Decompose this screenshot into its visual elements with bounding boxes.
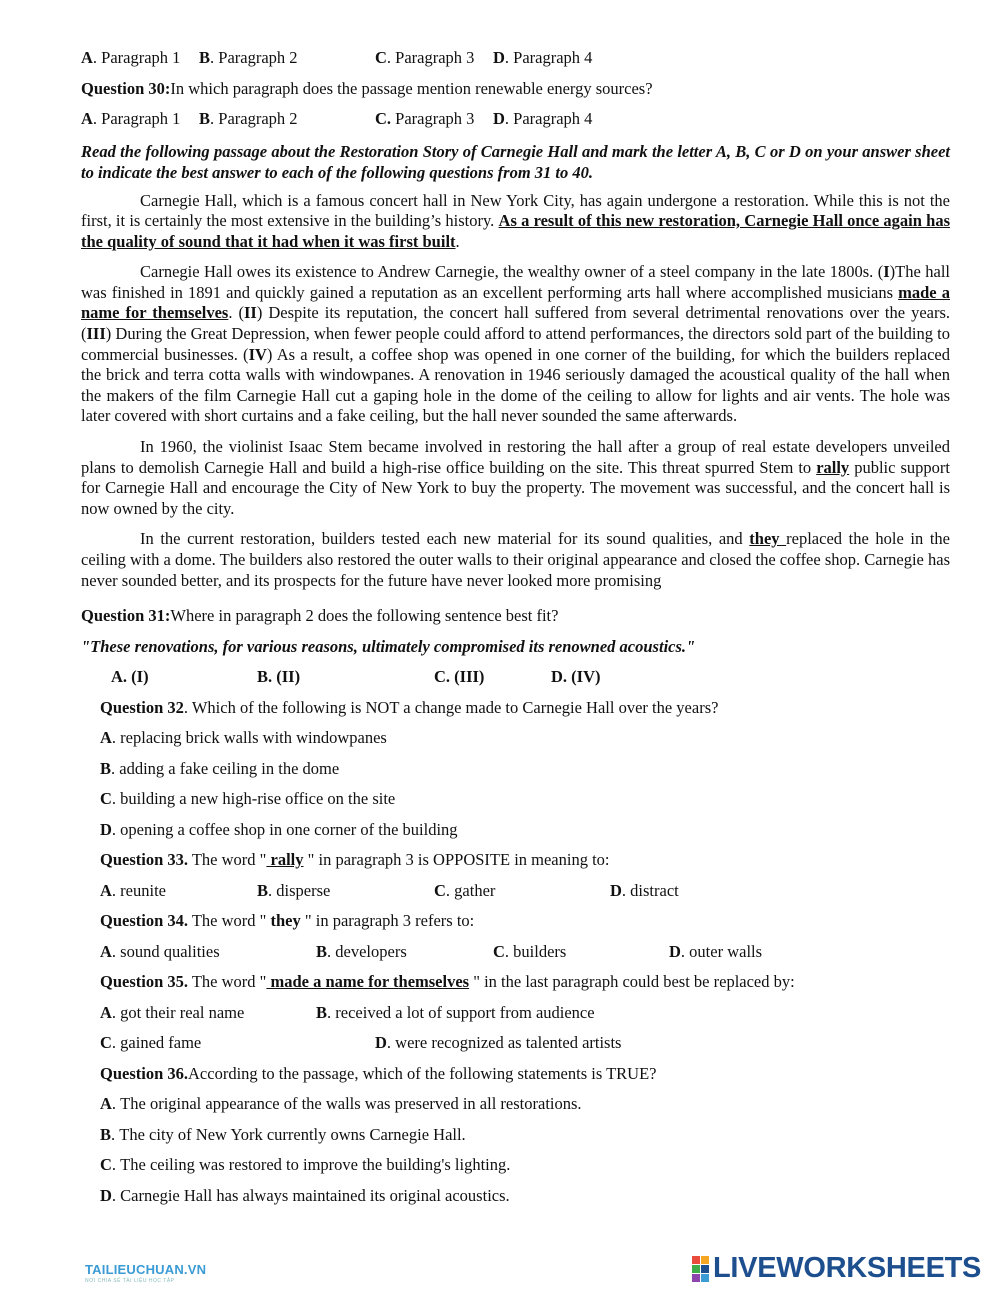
question-30: Question 30: In which paragraph does the passage mention renewable energy sources?	[81, 78, 653, 98]
q35-options-row2	[100, 1028, 950, 1059]
q32-option-d[interactable]: D . opening a coffee shop in one corner of the building	[100, 819, 458, 839]
q35-option-c[interactable]: C. gained fame	[100, 1033, 202, 1053]
q30-option-d[interactable]: Paragraph 4	[513, 109, 593, 129]
q32-option-a[interactable]: A . replacing brick walls with windowpanes	[100, 728, 387, 748]
q31-options	[81, 662, 950, 693]
tailieuchuan-logo[interactable]: TAILIEUCHUAN.VN NƠI CHIA SẺ TÀI LIỆU HỌC TẬP	[85, 1262, 207, 1284]
q36-option-a[interactable]: A . The original appearance of the walls was preserved in all restorations.	[100, 1094, 582, 1114]
q30-option-c[interactable]: Paragraph 3	[395, 109, 475, 129]
passage-paragraph-1: Carnegie Hall, which is a famous concert hall in New York City, has again undergone a restoration. While this is not the first, it is certainly the most extensive in the building’s history. As a result of this new restoration, Carnegie Hall once again has the quality of sound that it had when it was first built.	[81, 190, 951, 251]
question-35: Question 35. The word " made a name for themselves " in the last paragraph could best be replaced by:	[100, 972, 795, 992]
q29-option-a[interactable]: Paragraph 1	[101, 48, 181, 68]
q31-option-c[interactable]: C. (III)	[434, 667, 485, 687]
q34-option-c[interactable]: C. builders	[493, 941, 567, 961]
liveworksheets-blocks-icon	[692, 1256, 709, 1282]
q29-option-d[interactable]: Paragraph 4	[513, 48, 593, 68]
question-36: Question 36. According to the passage, which of the following statements is TRUE?	[100, 1063, 657, 1083]
q35-option-d[interactable]: D. were recognized as talented artists	[375, 1033, 622, 1053]
q33-option-d[interactable]: D. distract	[610, 880, 679, 900]
q36-option-b[interactable]: B . The city of New York currently owns Carnegie Hall.	[100, 1124, 466, 1144]
passage-paragraph-2: Carnegie Hall owes its existence to Andrew Carnegie, the wealthy owner of a steel company in the late 1800s. (I)The hall was finished in 1891 and quickly gained a reputation as an excellent performing arts hall where accomplished musicians made a name for themselves. (II) Despite its reputation, the concert hall suffered from several detrimental renovations over the years. (III) During the Great Depression, when fewer people could afford to attend performances, the directors sold part of the building to commercial businesses. (IV) As a result, a coffee shop was opened in one corner of the building, for which the builders replaced the brick and terra cotta walls with windowpanes. A renovation in 1946 seriously damaged the acoustical quality of the hall when the makers of the film Carnegie Hall cut a gaping hole in the dome of the ceiling to allow for lights and air vents. The hole was later covered with short curtains and a fake ceiling, but the hall never sounded the same afterwards.	[81, 262, 951, 426]
q31-option-d[interactable]: D. (IV)	[551, 667, 601, 687]
q33-option-b[interactable]: B. disperse	[257, 880, 331, 900]
q34-options	[100, 937, 950, 968]
q35-option-b[interactable]: B. received a lot of support from audience	[316, 1002, 595, 1022]
question-32: Question 32 . Which of the following is NOT a change made to Carnegie Hall over the years?	[100, 697, 719, 717]
q34-option-d[interactable]: D. outer walls	[669, 941, 763, 961]
q31-option-b[interactable]: B. (II)	[257, 667, 301, 687]
q33-options	[100, 876, 950, 907]
question-31: Question 31: Where in paragraph 2 does the following sentence best fit?	[81, 606, 559, 626]
q31-quote: "These renovations, for various reasons, ultimately compromised its renowned acoustics."	[81, 636, 696, 656]
question-34: Question 34. The word " they " in paragraph 3 refers to:	[100, 911, 475, 931]
q30-option-b[interactable]: Paragraph 2	[218, 109, 298, 129]
q32-option-b[interactable]: B . adding a fake ceiling in the dome	[100, 758, 340, 778]
q32-option-c[interactable]: C . building a new high-rise office on the site	[100, 789, 396, 809]
q34-option-a[interactable]: A. sound qualities	[100, 941, 220, 961]
q30-option-a[interactable]: Paragraph 1	[101, 109, 181, 129]
q34-option-b[interactable]: B. developers	[316, 941, 407, 961]
passage-paragraph-3: In 1960, the violinist Isaac Stem became involved in restoring the hall after a group of real estate developers unveiled plans to demolish Carnegie Hall and build a high-rise office building on the site. This threat spurred Stem to rally public support for Carnegie Hall and encourage the City of New York to buy the property. The movement was successful, and the concert hall is now owned by the city.	[81, 437, 950, 518]
q29-options: A. Paragraph 1 B. Paragraph 2 C. Paragraph 3 D. Paragraph 4	[81, 48, 593, 68]
q36-option-d[interactable]: D . Carnegie Hall has always maintained its original acoustics.	[100, 1185, 510, 1205]
q33-option-a[interactable]: A. reunite	[100, 880, 166, 900]
q30-options: A. Paragraph 1 B. Paragraph 2 C. Paragraph 3 D. Paragraph 4	[81, 109, 593, 129]
q29-option-c[interactable]: Paragraph 3	[395, 48, 475, 68]
q35-options-row1	[100, 998, 950, 1029]
worksheet-page	[81, 43, 950, 1211]
passage-paragraph-4: In the current restoration, builders tested each new material for its sound qualities, and they replaced the hole in the ceiling with a dome. The builders also restored the outer walls to their original appearance and closed the coffee shop. Carnegie has never sounded better, and its prospects for the future have never looked more promising	[81, 529, 950, 590]
q36-option-c[interactable]: C . The ceiling was restored to improve the building's lighting.	[100, 1155, 511, 1175]
liveworksheets-logo[interactable]: LIVEWORKSHEETS	[692, 1252, 981, 1285]
q31-option-a[interactable]: A. (I)	[111, 667, 149, 687]
q33-option-c[interactable]: C. gather	[434, 880, 496, 900]
q35-option-a[interactable]: A. got their real name	[100, 1002, 245, 1022]
reading-instruction: Read the following passage about the Restoration Story of Carnegie Hall and mark the letter A, B, C or D on your answer sheet to indicate the best answer to each of the following questions from 31 to 40.	[81, 141, 950, 182]
question-33: Question 33. The word " rally " in paragraph 3 is OPPOSITE in meaning to:	[100, 850, 610, 870]
q29-option-b[interactable]: Paragraph 2	[218, 48, 298, 68]
